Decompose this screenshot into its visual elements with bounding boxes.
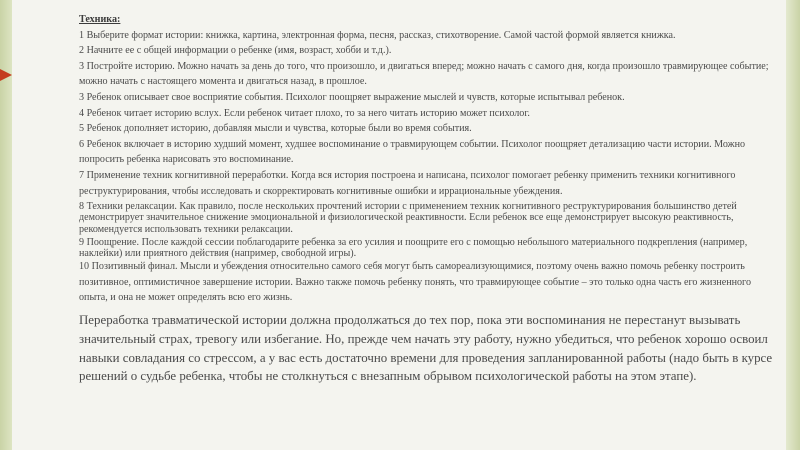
step-10: 10 Позитивный финал. Мысли и убеждения относительно самого себя могут быть самореализующимися, поэтому очень важно помочь ребенку построить позитивное, оптимистичное завершение истории. Важно также помочь ребенку понять, что травмирующее событие – это только одна часть его жизненного опыта, и она не может определять всю его жизнь. — [79, 261, 751, 304]
red-arrow-marker — [0, 69, 12, 81]
step-7: 7 Применение техник когнитивной переработки. Когда вся история построена и написана, психолог помогает ребенку применить техники когнитивного реструктурирования, чтобы исследовать и скорректировать когнитивные ошибки и иррациональные убеждения. — [79, 169, 736, 197]
step-5: 5 Ребенок дополняет историю, добавляя мысли и чувства, которые были во время события. — [79, 123, 472, 135]
step-3a: 3 Постройте историю. Можно начать за день до того, что произошло, и двигаться вперед; можно начать с самого дня, когда произошло травмирующее событие; можно начать с настоящего момента и двигаться назад, в прошлое. — [79, 60, 769, 88]
closing-paragraph: Переработка травматической истории должна продолжаться до тех пор, пока эти воспоминания не перестанут вызывать значительный страх, тревогу или избегание. Но, прежде чем начать эту работу, нужно убедиться, что ребенок хорошо освоил навыки совладания со стрессом, а у вас есть достаточно времени для проведения запланированной работы (надо быть в курсе решений о судьбе ребенка, чтобы не столкнуться с внезапным обрывом психологической работы на этом этапе). — [79, 312, 773, 384]
step-6: 6 Ребенок включает в историю худший момент, худшее воспоминание о травмирующем событии. Психолог поощряет детализацию части истории. Можно попросить ребенка нарисовать это воспоминание. — [79, 138, 746, 166]
step-8: 8 Техники релаксации. Как правило, после нескольких прочтений истории с применением техник когнитивного реструктурирования большинство детей демонстрирует значительное снижение эмоциональной и физиологической реактивности. Если ребенок все еще демонстрирует высокую реактивность, рекомендуется использовать техники релаксации. — [79, 201, 737, 235]
step-4: 4 Ребенок читает историю вслух. Если ребенок читает плохо, то за него читать историю может психолог. — [79, 107, 530, 119]
slide-content — [79, 12, 779, 386]
left-decor-band — [0, 0, 12, 450]
technique-heading: Техника: — [79, 14, 121, 25]
step-2: 2 Начните ее с общей информации о ребенке (имя, возраст, хобби и т.д.). — [79, 45, 392, 57]
step-1: 1 Выберите формат истории: книжка, картина, электронная форма, песня, рассказ, стихотворение. Самой частой формой является книжка. — [79, 29, 676, 41]
step-3b: 3 Ребенок описывает свое восприятие события. Психолог поощряет выражение мыслей и чувств, которые испытывал ребенок. — [79, 91, 625, 103]
right-decor-band — [786, 0, 800, 450]
step-9: 9 Поощрение. После каждой сессии поблагодарите ребенка за его усилия и поощрите его с помощью небольшого материального подкрепления (например, наклейки) или приятного действия (например, свободной игры). — [79, 236, 748, 259]
